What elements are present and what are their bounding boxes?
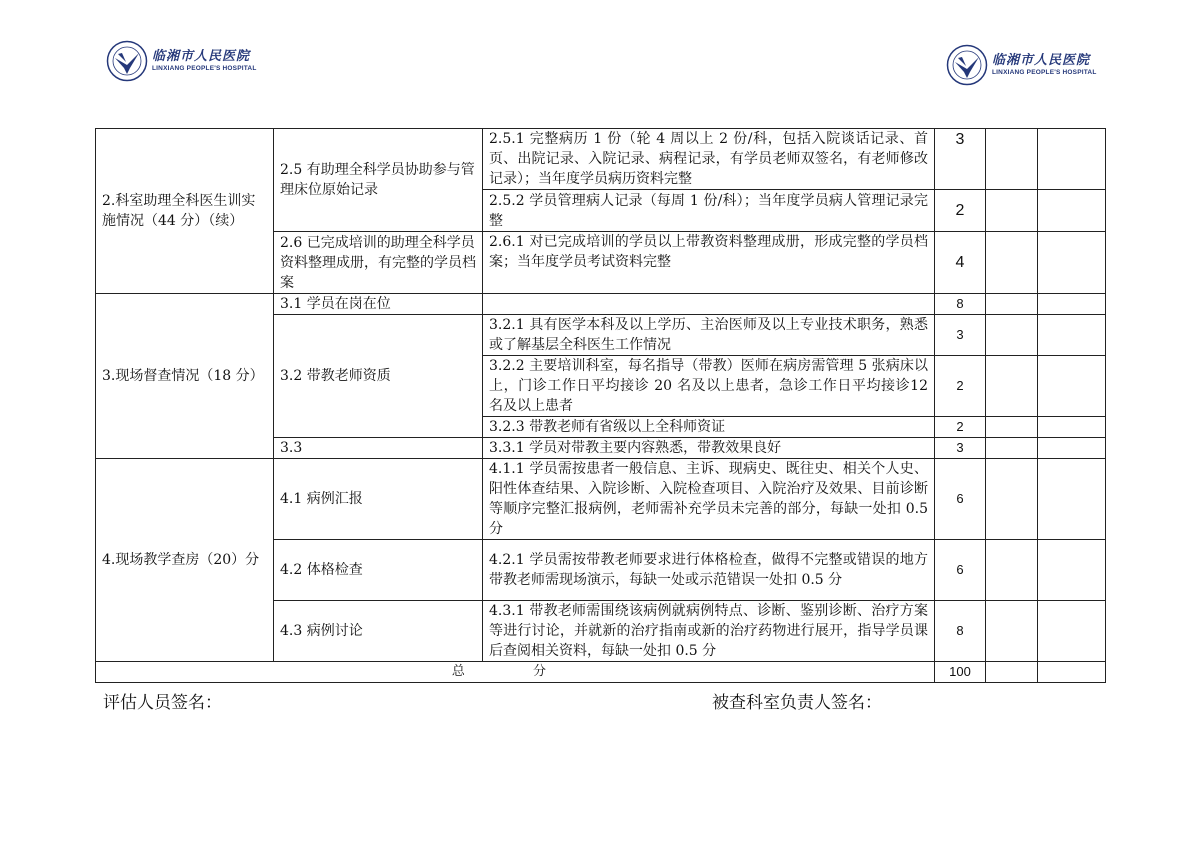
evaluator-signature-label: 评估人员签名： — [103, 693, 222, 713]
empty-cell — [986, 601, 1038, 662]
empty-cell — [1038, 190, 1106, 232]
empty-cell — [986, 294, 1038, 315]
hospital-logo-right — [946, 44, 1097, 86]
criteria-cell: 3.2.2 主要培训科室，每名指导（带教）医师在病房需管理 5 张病床以上，门诊工作日平均接诊 20 名及以上患者，急诊工作日平均接诊12 名及以上患者 — [483, 356, 935, 417]
empty-cell — [1038, 356, 1106, 417]
hospital-name-en: LINXIANG PEOPLE'S HOSPITAL — [152, 64, 257, 72]
section-cell: 2.科室助理全科医生训实施情况（44 分）（续） — [96, 129, 274, 294]
score-cell: 6 — [935, 459, 986, 540]
criteria-cell: 4.2.1 学员需按带教老师要求进行体格检查，做得不完整或错误的地方带教老师需现场演示，每缺一处或示范错误一处扣 0.5 分 — [483, 540, 935, 601]
empty-cell — [986, 129, 1038, 190]
empty-cell — [1038, 232, 1106, 294]
table-row — [96, 129, 1106, 190]
section-cell: 3.现场督查情况（18 分） — [96, 294, 274, 459]
empty-cell — [1038, 129, 1106, 190]
score-cell: 3 — [935, 315, 986, 356]
empty-cell — [1038, 540, 1106, 601]
hospital-name-en: LINXIANG PEOPLE'S HOSPITAL — [992, 68, 1097, 76]
criteria-cell: 4.3.1 带教老师需围绕该病例就病例特点、诊断、鉴别诊断、治疗方案等进行讨论，并就新的治疗指南或新的治疗药物进行展开，指导学员课后查阅相关资料，每缺一处扣 0.5 分 — [483, 601, 935, 662]
hospital-emblem-icon — [946, 44, 988, 86]
item-cell: 2.6 已完成培训的助理全科学员资料整理成册，有完整的学员档案 — [274, 232, 483, 294]
hospital-name-cn: 临湘市人民医院 — [992, 52, 1091, 68]
item-cell: 2.5 有助理全科学员协助参与管理床位原始记录 — [274, 129, 483, 232]
dept-head-signature-label: 被查科室负责人签名： — [712, 693, 882, 713]
score-cell: 2 — [935, 190, 986, 232]
total-row — [96, 662, 1106, 683]
total-score: 100 — [935, 662, 986, 683]
criteria-cell: 2.5.2 学员管理病人记录（每周 1 份/科）；当年度学员病人管理记录完整 — [483, 190, 935, 232]
table-row — [96, 294, 1106, 315]
table-row — [96, 459, 1106, 540]
item-cell: 3.2 带教老师资质 — [274, 315, 483, 438]
item-cell: 3.1 学员在岗在位 — [274, 294, 483, 315]
empty-cell — [986, 540, 1038, 601]
empty-cell — [1038, 294, 1106, 315]
evaluation-table — [95, 128, 1106, 683]
empty-cell — [986, 232, 1038, 294]
criteria-cell: 3.2.1 具有医学本科及以上学历、主治医师及以上专业技术职务，熟悉或了解基层全科医生工作情况 — [483, 315, 935, 356]
score-cell: 3 — [935, 129, 986, 190]
item-cell: 3.3 — [274, 438, 483, 459]
section-cell: 4.现场教学查房（20）分 — [96, 459, 274, 662]
score-cell: 8 — [935, 294, 986, 315]
empty-cell — [1038, 417, 1106, 438]
empty-cell — [986, 438, 1038, 459]
empty-cell — [1038, 438, 1106, 459]
hospital-name-cn: 临湘市人民医院 — [152, 48, 251, 64]
score-cell: 8 — [935, 601, 986, 662]
criteria-cell: 3.3.1 学员对带教主要内容熟悉，带教效果良好 — [483, 438, 935, 459]
hospital-emblem-icon — [106, 40, 148, 82]
criteria-cell — [483, 294, 935, 315]
empty-cell — [1038, 315, 1106, 356]
empty-cell — [986, 662, 1038, 683]
item-cell: 4.1 病例汇报 — [274, 459, 483, 540]
score-cell: 3 — [935, 438, 986, 459]
score-cell: 2 — [935, 356, 986, 417]
empty-cell — [986, 356, 1038, 417]
empty-cell — [1038, 601, 1106, 662]
empty-cell — [986, 459, 1038, 540]
criteria-cell: 2.5.1 完整病历 1 份（轮 4 周以上 2 份/科，包括入院谈话记录、首页、出院记录、入院记录、病程记录，有学员老师双签名，有老师修改记录）；当年度学员病历资料完整 — [483, 129, 935, 190]
empty-cell — [1038, 459, 1106, 540]
empty-cell — [1038, 662, 1106, 683]
hospital-logo-left — [106, 40, 257, 82]
total-label: 总 分 — [96, 662, 935, 683]
item-cell: 4.3 病例讨论 — [274, 601, 483, 662]
empty-cell — [986, 315, 1038, 356]
criteria-cell: 3.2.3 带教老师有省级以上全科师资证 — [483, 417, 935, 438]
criteria-cell: 4.1.1 学员需按患者一般信息、主诉、现病史、既往史、相关个人史、阳性体查结果、入院诊断、入院检查项目、入院治疗及效果、目前诊断等顺序完整汇报病例，老师需补充学员未完善的部分，每缺一处扣 0.5 分 — [483, 459, 935, 540]
score-cell: 4 — [935, 232, 986, 294]
empty-cell — [986, 190, 1038, 232]
score-cell: 2 — [935, 417, 986, 438]
item-cell: 4.2 体格检查 — [274, 540, 483, 601]
empty-cell — [986, 417, 1038, 438]
score-cell: 6 — [935, 540, 986, 601]
criteria-cell: 2.6.1 对已完成培训的学员以上带教资料整理成册，形成完整的学员档案；当年度学员考试资料完整 — [483, 232, 935, 294]
